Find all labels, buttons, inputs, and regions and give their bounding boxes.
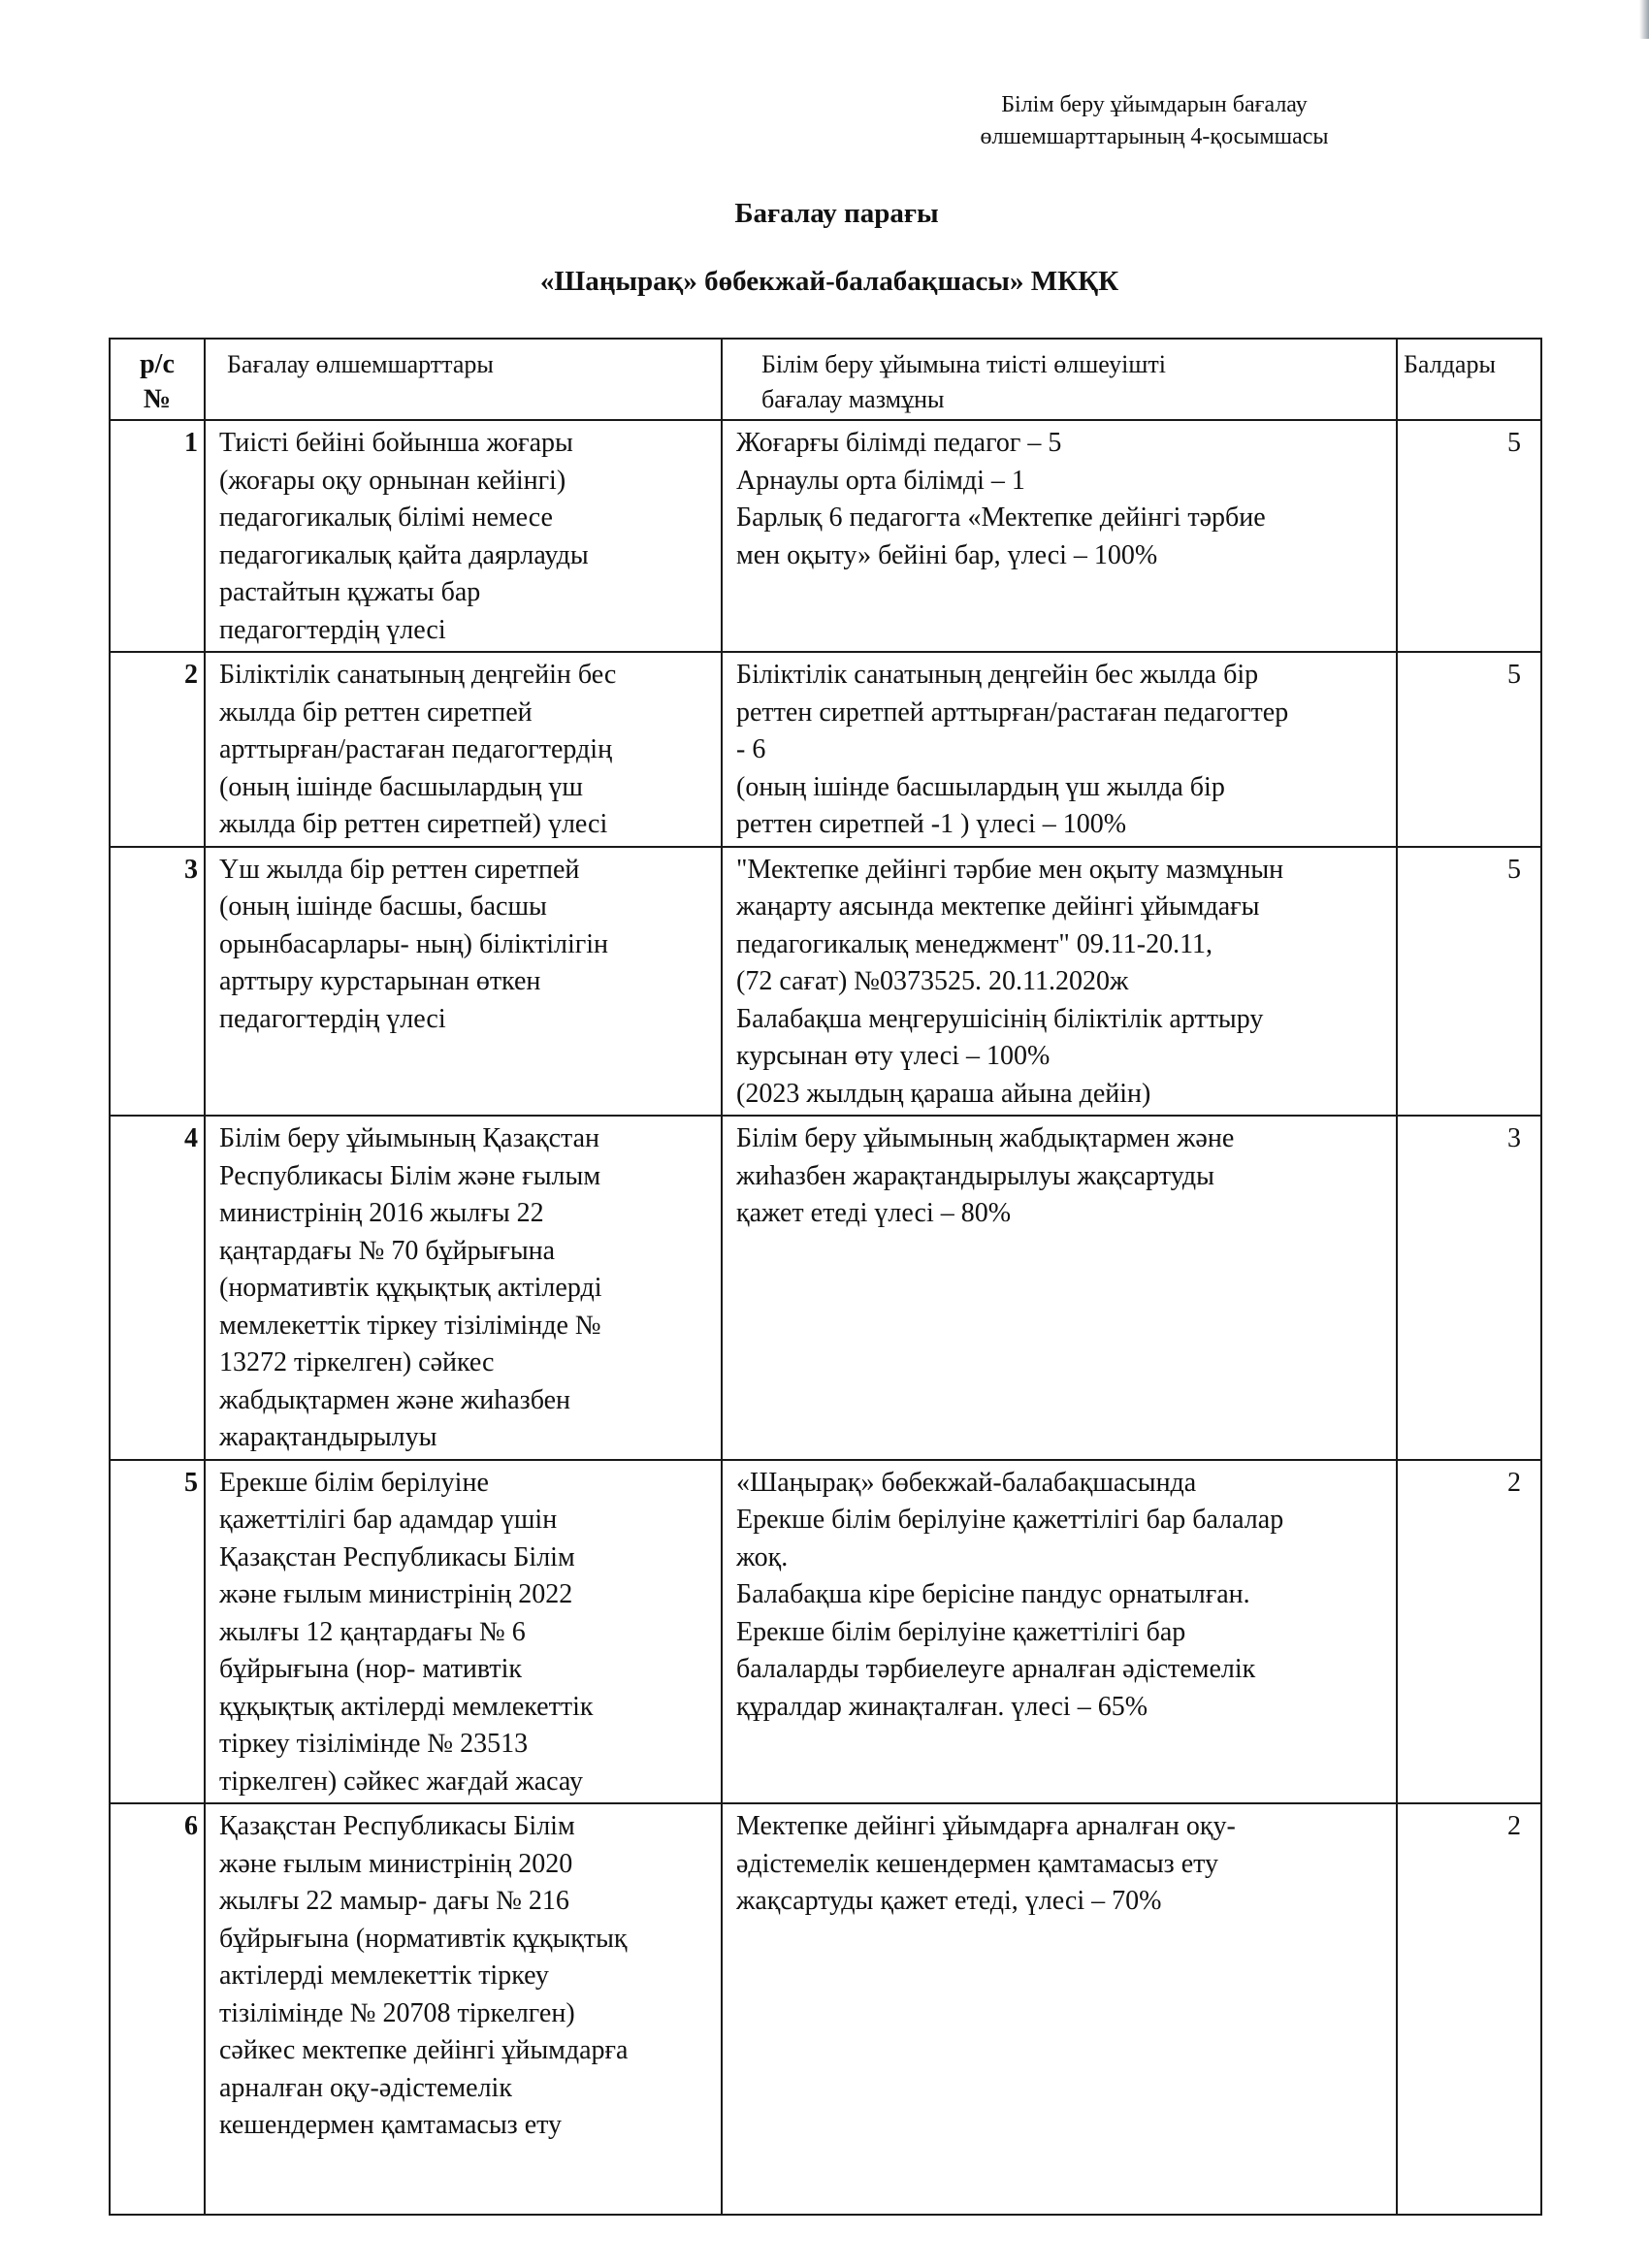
content-line: (2023 жылдың қараша айына дейін) <box>736 1078 1151 1109</box>
content-line: Біліктілік санатының деңгейін бес жылда бір <box>736 660 1259 690</box>
table-body <box>110 420 1541 2215</box>
criteria-line: Қазақстан Республикасы Білім <box>219 1811 575 1841</box>
criteria-line: (нормативтік құқықтық актілерді <box>219 1273 602 1303</box>
header-number <box>110 339 205 420</box>
content-line: Мектепке дейінгі ұйымдарға арналған оқу- <box>736 1811 1236 1841</box>
header-text: бағалау мазмұны <box>761 385 945 413</box>
criteria-line: орынбасарлары- ның) біліктілігін <box>219 928 608 959</box>
criteria-line: жарақтандырылуы <box>219 1422 437 1452</box>
criteria-line: мемлекеттік тіркеу тізілімінде № <box>219 1310 601 1341</box>
content-cell <box>722 847 1397 1117</box>
appendix-note <box>912 89 1397 153</box>
criteria-line: Ерекше білім берілуіне <box>219 1467 489 1498</box>
content-line: Барлық 6 педагогта «Мектепке дейінгі тәрбие <box>736 502 1266 533</box>
content-cell <box>722 1116 1397 1460</box>
criteria-line: Қазақстан Республикасы Білім <box>219 1541 575 1572</box>
appendix-line-1: Білім беру ұйымдарын бағалау <box>1001 92 1308 117</box>
criteria-line: құқықтық актілерді мемлекеттік <box>219 1691 594 1722</box>
content-line: Білім беру ұйымының жабдықтармен және <box>736 1123 1235 1153</box>
score-cell: 5 <box>1397 652 1541 847</box>
criteria-line: педагогтердің үлесі <box>219 614 446 645</box>
score-cell: 2 <box>1397 1803 1541 2215</box>
criteria-line: бұйрығына (нор- мативтік <box>219 1654 522 1684</box>
header-criteria <box>205 339 722 420</box>
row-number: 3 <box>110 847 205 1117</box>
criteria-line: арттырған/растаған педагогтердің <box>219 734 613 764</box>
content-line: балаларды тәрбиелеуге арналған әдістемелік <box>736 1654 1256 1684</box>
content-line: (оның ішінде басшылардың үш жылда бір <box>736 771 1225 802</box>
criteria-line: жабдықтармен және жиһазбен <box>219 1384 570 1415</box>
content-line: реттен сиретпей арттырған/растаған педагогтер <box>736 697 1289 728</box>
row-number: 2 <box>110 652 205 847</box>
criteria-line: тіркеу тізілімінде № 23513 <box>219 1729 529 1759</box>
content-line: Жоғарғы білімді педагог – 5 <box>736 428 1062 458</box>
row-number: 5 <box>110 1460 205 1804</box>
content-line: Балабақша кіре берісіне пандус орнатылған. <box>736 1579 1250 1609</box>
table-header-row <box>110 339 1541 420</box>
table-row <box>110 1803 1541 2215</box>
content-line: құралдар жинақталған. үлесі – 65% <box>736 1691 1148 1722</box>
criteria-line: министрінің 2016 жылғы 22 <box>219 1198 544 1228</box>
content-cell <box>722 652 1397 847</box>
document-title: Бағалау парағы <box>734 198 939 229</box>
content-line: реттен сиретпей -1 ) үлесі – 100% <box>736 809 1127 839</box>
content-line: жаңарту аясында мектепке дейінгі ұйымдағы <box>736 891 1260 922</box>
header-text: р/с <box>140 349 175 379</box>
criteria-cell <box>205 420 722 652</box>
criteria-line: жылда бір реттен сиретпей) үлесі <box>219 809 608 839</box>
criteria-cell <box>205 1116 722 1460</box>
appendix-line-2: өлшемшарттарының 4-қосымшасы <box>980 124 1329 149</box>
criteria-line: сәйкес мектепке дейінгі ұйымдарға <box>219 2035 629 2065</box>
criteria-cell <box>205 1460 722 1804</box>
header-text: Балдары <box>1404 350 1496 378</box>
criteria-line: Республикасы Білім және ғылым <box>219 1160 601 1191</box>
criteria-line: жылғы 12 қаңтардағы № 6 <box>219 1616 526 1647</box>
table-row <box>110 420 1541 652</box>
header-content <box>722 339 1397 420</box>
criteria-line: жылда бір реттен сиретпей <box>219 697 533 728</box>
content-line: курсынан өту үлесі – 100% <box>736 1041 1051 1071</box>
criteria-line: (оның ішінде басшылардың үш <box>219 771 583 802</box>
content-line: - 6 <box>736 734 766 764</box>
criteria-line: кешендермен қамтамасыз ету <box>219 2110 562 2140</box>
criteria-line: педагогикалық білімі немесе <box>219 502 553 533</box>
criteria-line: педагогикалық қайта даярлауды <box>219 539 589 570</box>
criteria-line: актілерді мемлекеттік тіркеу <box>219 1960 549 1991</box>
criteria-line: жылғы 22 мамыр- дағы № 216 <box>219 1886 569 1916</box>
score-cell: 2 <box>1397 1460 1541 1804</box>
content-line: жоқ. <box>736 1541 789 1572</box>
criteria-line: Білім беру ұйымының Қазақстан <box>219 1123 599 1153</box>
content-line: Ерекше білім берілуіне қажеттілігі бар <box>736 1616 1186 1647</box>
criteria-line: Біліктілік санатының деңгейін бес <box>219 660 617 690</box>
scan-edge-shadow <box>1639 0 1649 39</box>
content-line: педагогикалық менеджмент" 09.11-20.11, <box>736 928 1213 959</box>
content-cell <box>722 420 1397 652</box>
header-text: Бағалау өлшемшарттары <box>227 350 494 378</box>
criteria-line: педагогтердің үлесі <box>219 1003 446 1034</box>
table-row <box>110 1116 1541 1460</box>
table-row <box>110 652 1541 847</box>
content-line: қажет етеді үлесі – 80% <box>736 1198 1012 1228</box>
score-cell: 3 <box>1397 1116 1541 1460</box>
document-subtitle: «Шаңырақ» бөбекжай-балабақшасы» МКҚК <box>539 266 1119 297</box>
criteria-cell <box>205 847 722 1117</box>
content-line: «Шаңырақ» бөбекжай-балабақшасында <box>736 1467 1197 1498</box>
content-line: жақсартуды қажет етеді, үлесі – 70% <box>736 1886 1162 1916</box>
criteria-line: және ғылым министрінің 2020 <box>219 1848 573 1879</box>
content-line: Балабақша меңгерушісінің біліктілік арттыру <box>736 1003 1264 1034</box>
criteria-line: тізілімінде № 20708 тіркелген) <box>219 1997 575 2028</box>
score-cell: 5 <box>1397 847 1541 1117</box>
evaluation-table <box>109 338 1542 2216</box>
criteria-line: және ғылым министрінің 2022 <box>219 1579 573 1609</box>
content-line: (72 сағат) №0373525. 20.11.2020ж <box>736 966 1129 996</box>
criteria-line: қажеттілігі бар адамдар үшін <box>219 1505 558 1535</box>
criteria-line: қаңтардағы № 70 бұйрығына <box>219 1235 556 1266</box>
content-line: "Мектепке дейінгі тәрбие мен оқыту мазмұнын <box>736 854 1284 885</box>
row-number: 1 <box>110 420 205 652</box>
header-text: Білім беру ұйымына тиісті өлшеуішті <box>761 350 1166 378</box>
table-row <box>110 1460 1541 1804</box>
table-row <box>110 847 1541 1117</box>
criteria-line: бұйрығына (нормативтік құқықтық <box>219 1923 628 1954</box>
content-line: жиһазбен жарақтандырылуы жақсартуды <box>736 1160 1214 1191</box>
header-text: № <box>143 384 172 414</box>
row-number: 4 <box>110 1116 205 1460</box>
content-line: әдістемелік кешендермен қамтамасыз ету <box>736 1848 1219 1879</box>
criteria-line: (оның ішінде басшы, басшы <box>219 891 547 922</box>
criteria-cell <box>205 1803 722 2215</box>
content-line: мен оқыту» бейіні бар, үлесі – 100% <box>736 539 1158 570</box>
content-cell <box>722 1460 1397 1804</box>
criteria-line: (жоғары оқу орнынан кейінгі) <box>219 465 566 496</box>
content-cell <box>722 1803 1397 2215</box>
criteria-line: тіркелген) сәйкес жағдай жасау <box>219 1766 583 1797</box>
criteria-line: растайтын құжаты бар <box>219 577 481 607</box>
criteria-line: Тиісті бейіні бойынша жоғары <box>219 428 573 458</box>
criteria-line: арттыру курстарынан өткен <box>219 966 541 996</box>
criteria-line: арналған оқу-әдістемелік <box>219 2072 512 2103</box>
criteria-line: Үш жылда бір реттен сиретпей <box>219 854 580 885</box>
criteria-cell <box>205 652 722 847</box>
criteria-line: 13272 тіркелген) сәйкес <box>219 1347 495 1377</box>
score-cell: 5 <box>1397 420 1541 652</box>
content-line: Ерекше білім берілуіне қажеттілігі бар балалар <box>736 1505 1284 1535</box>
row-number: 6 <box>110 1803 205 2215</box>
header-score <box>1397 339 1541 420</box>
content-line: Арнаулы орта білімді – 1 <box>736 465 1025 496</box>
